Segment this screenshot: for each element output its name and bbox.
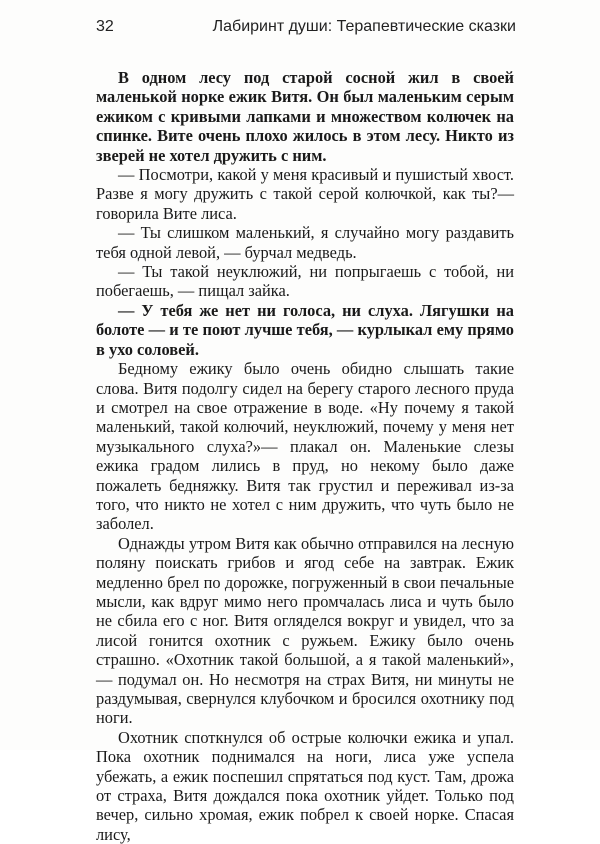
- paragraph-4: — Ты такой неуклюжий, ни попрыгаешь с тобой, ни побегаешь, — пищал зайка.: [96, 262, 514, 301]
- page-header: [96, 18, 516, 42]
- running-title: Лабиринт души: Терапевтические сказки: [212, 18, 516, 35]
- paragraph-3: — Ты слишком маленький, я случайно могу раздавить тебя одной левой, — бурчал медведь.: [96, 223, 514, 262]
- paragraph-7: Однажды утром Витя как обычно отправился на лесную поляну поискать грибов и ягод себе на завтрак. Ежик медленно брел по дорожке, погруженный в свои печальные мысли, как вдруг мимо него промчалась лиса и чуть было не сбила его с ног. Витя огляделся вокруг и увидел, что за лисой гонится охотник с ружьем. Ежику было очень страшно. «Охотник такой большой, а я такой маленький», — подумал он. Но несмотря на страх Витя, ни минуты не раздумывая, свернулся клубочком и бросился охотнику под ноги.: [96, 533, 514, 728]
- paragraph-1: В одном лесу под старой сосной жил в своей маленькой норке ежик Витя. Он был маленьким серым ежиком с кривыми лапками и множеством колючек на спинке. Вите очень плохо жилось в этом лесу. Никто из зверей не хотел дружить с ним.: [96, 68, 514, 165]
- paragraph-6: Бедному ежику было очень обидно слышать такие слова. Витя подолгу сидел на берегу старого лесного пруда и смотрел на свое отражение в воде. «Ну почему я такой маленький, такой колючий, неуклюжий, почему у меня нет музыкального слуха?»— плакал он. Маленькие слезы ежика градом лились в пруд, но некому было даже пожалеть бедняжку. Витя так грустил и переживал из-за того, что никто не хотел с ним дружить, что чуть было не заболел.: [96, 359, 514, 534]
- page-number: 32: [96, 18, 114, 35]
- body-text: [96, 68, 514, 844]
- paragraph-5: — У тебя же нет ни голоса, ни слуха. Лягушки на болоте — и те поют лучше тебя, — курлыкал ему прямо в ухо соловей.: [96, 300, 514, 359]
- paragraph-8: Охотник споткнулся об острые колючки ежика и упал. Пока охотник поднимался на ноги, лиса уже успела убежать, а ежик поспешил спрятаться под куст. Там, дрожа от страха, Витя дождался пока охотник уйдет. Только под вечер, сильно хромая, ежик побрел к своей норке. Спасая лису,: [96, 727, 514, 844]
- paragraph-2: — Посмотри, какой у меня красивый и пушистый хвост. Разве я могу дружить с такой серой колючкой, как ты?— говорила Вите лиса.: [96, 165, 514, 223]
